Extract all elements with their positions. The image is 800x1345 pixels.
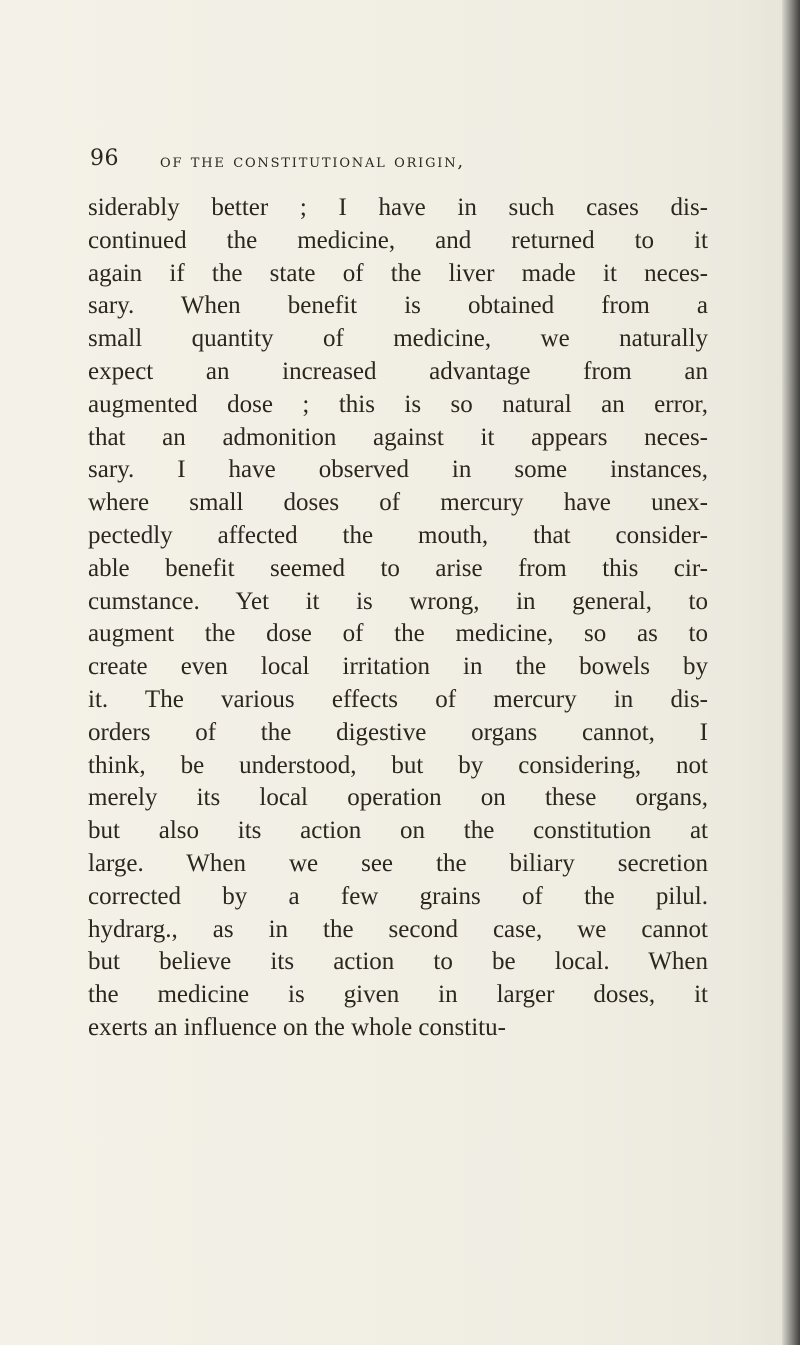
text-line: create even local irritation in the bowels by [88,653,708,681]
body-text [88,192,708,1045]
text-line: but believe its action to be local. When [88,948,708,976]
text-line: large. When we see the biliary secretion [88,849,708,877]
text-line: augment the dose of the medicine, so as to [88,620,708,648]
text-line: that an admonition against it appears neces- [88,423,708,451]
text-line: merely its local operation on these organs, [88,784,708,812]
running-title: of the constitutional origin, [160,151,465,172]
text-line: able benefit seemed to arise from this cir- [88,554,708,582]
text-line: again if the state of the liver made it neces- [88,259,708,287]
text-line: pectedly affected the mouth, that consider- [88,521,708,549]
text-line: siderably better ; I have in such cases dis- [88,194,708,221]
text-line: continued the medicine, and returned to it [88,226,708,254]
text-line: sary. I have observed in some instances, [88,456,708,484]
text-line: but also its action on the constitution at [88,817,708,845]
text-line: augmented dose ; this is so natural an error, [88,390,708,418]
text-line: small quantity of medicine, we naturally [88,325,708,353]
page-number: 96 [90,146,119,171]
text-line: corrected by a few grains of the pilul. [88,882,708,910]
text-line: sary. When benefit is obtained from a [88,292,708,320]
text-line: cumstance. Yet it is wrong, in general, to [88,587,708,615]
text-line: orders of the digestive organs cannot, I [88,718,708,746]
text-line: exerts an influence on the whole constitu- [88,1013,506,1041]
text-line: expect an increased advantage from an [88,357,708,385]
text-line: it. The various effects of mercury in dis- [88,685,708,713]
text-line: where small doses of mercury have unex- [88,489,708,517]
page-edge-shadow [782,0,800,1345]
text-line: the medicine is given in larger doses, it [88,981,708,1009]
page-header [90,146,710,186]
text-line: think, be understood, but by considering, not [88,751,708,779]
text-line: hydrarg., as in the second case, we cannot [88,915,708,943]
